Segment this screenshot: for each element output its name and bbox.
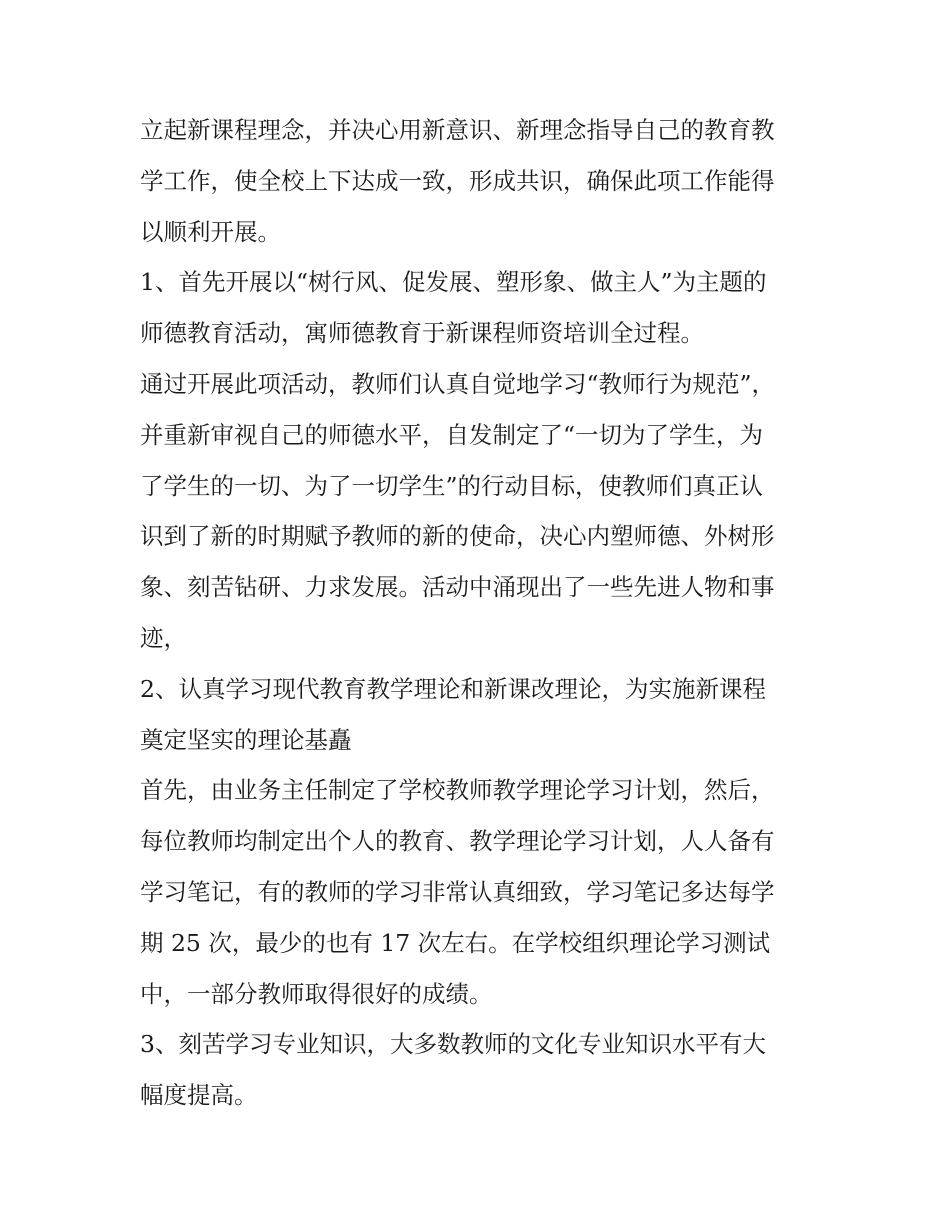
text-line: 师德教育活动，寓师德教育于新课程师资培训全过程。	[140, 319, 704, 348]
text-line: 3、刻苦学习专业知识，大多数教师的文化专业知识水平有大	[140, 1030, 766, 1059]
text-line: 学工作，使全校上下达成一致，形成共识，确保此项工作能得	[140, 166, 775, 195]
paragraph-item-1-body	[140, 359, 830, 664]
text-line: 并重新审视自己的师德水平，自发制定了“一切为了学生，为	[140, 420, 764, 449]
text-line: 首先，由业务主任制定了学校教师教学理论学习计划，然后，	[140, 776, 775, 805]
text-line: 2、认真学习现代教育教学理论和新课改理论，为实施新课程	[140, 674, 766, 703]
text-line: 奠定坚实的理论基矗	[140, 725, 352, 754]
text-line: 期 25 次，最少的也有 17 次左右。在学校组织理论学习测试	[140, 928, 771, 957]
text-line: 每位教师均制定出个人的教育、教学理论学习计划，人人备有	[140, 827, 775, 856]
text-line: 中，一部分教师取得很好的成绩。	[140, 979, 493, 1008]
text-line: 象、刻苦钻研、力求发展。活动中涌现出了一些先进人物和事	[140, 573, 775, 602]
text-line: 通过开展此项活动，教师们认真自觉地学习“教师行为规范”，	[140, 369, 776, 398]
text-line: 1、首先开展以“树行风、促发展、塑形象、做主人”为主题的	[140, 268, 767, 297]
paragraph-item-1-heading	[140, 257, 830, 359]
paragraph-item-3-heading	[140, 1019, 830, 1121]
paragraph-intro	[140, 105, 830, 257]
text-line: 了学生的一切、为了一切学生”的行动目标，使教师们真正认	[140, 471, 764, 500]
document-body	[140, 105, 830, 1121]
paragraph-item-2-heading	[140, 664, 830, 766]
text-line: 以顺利开展。	[140, 217, 281, 246]
paragraph-item-2-body	[140, 765, 830, 1019]
text-line: 学习笔记，有的教师的学习非常认真细致，学习笔记多达每学	[140, 877, 775, 906]
text-line: 识到了新的时期赋予教师的新的使命，决心内塑师德、外树形	[140, 522, 775, 551]
text-line: 立起新课程理念，并决心用新意识、新理念指导自己的教育教	[140, 116, 775, 144]
text-line: 幅度提高。	[140, 1081, 258, 1110]
text-line: 迹，	[140, 623, 187, 652]
